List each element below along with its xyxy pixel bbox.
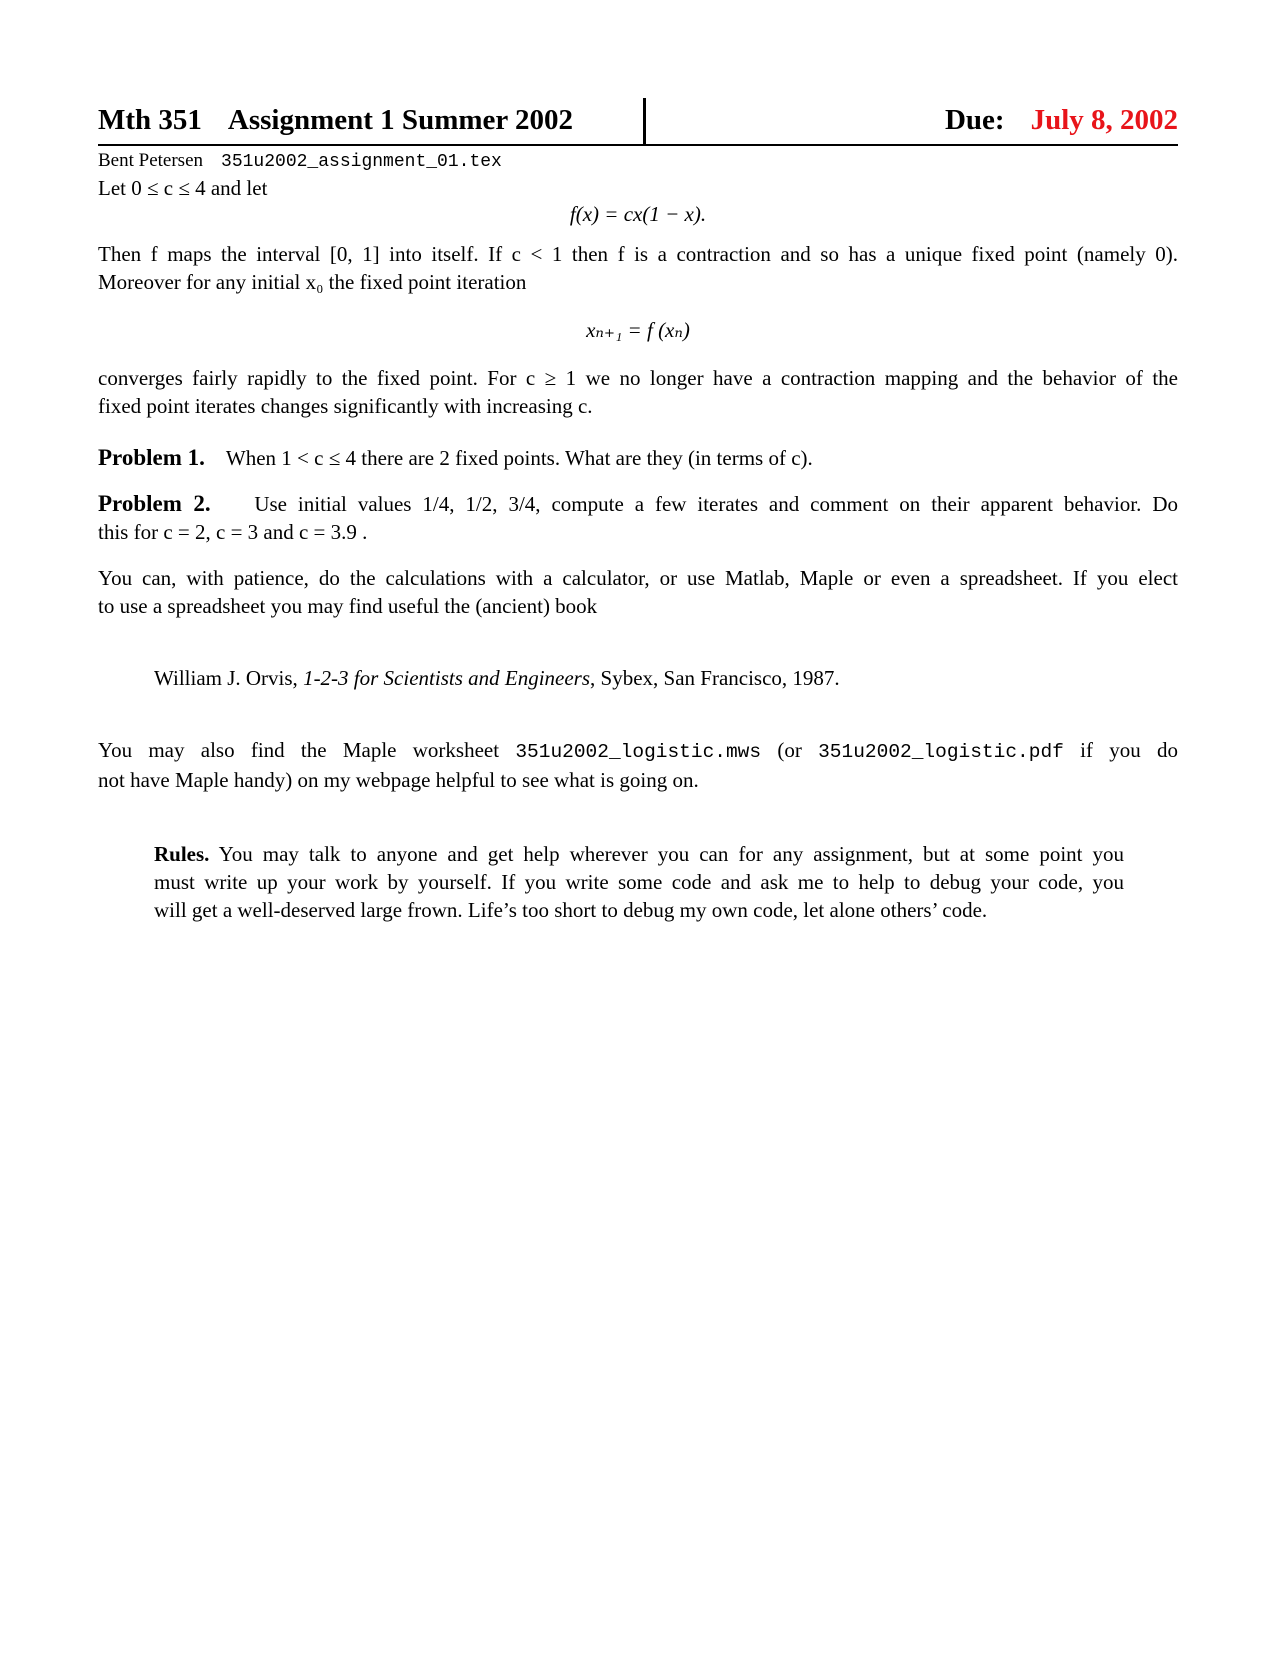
header-title — [98, 104, 573, 137]
contraction-paragraph — [98, 240, 1178, 296]
rules-line: will get a well-deserved large frown. Life’s too short to debug my own code, let alone others’ code. — [154, 898, 988, 922]
iteration-equation: xₙ₊₁ = f (xₙ) — [586, 318, 690, 342]
intro-text: Let 0 ≤ c ≤ 4 and let — [98, 176, 268, 200]
maple-worksheet-file: 351u2002_logistic.mws — [515, 741, 762, 763]
rules-text: You may talk to anyone and get help wherever you can for any assignment, but at some point you — [209, 842, 1124, 866]
paragraph-line: converges fairly rapidly to the fixed point. For c ≥ 1 we no longer have a contraction mapping and the behavior of the — [98, 366, 1178, 390]
header-divider — [643, 98, 646, 144]
rules-label: Rules. — [154, 842, 210, 866]
tools-paragraph — [98, 564, 1178, 620]
problem-2-label: Problem 2. — [98, 491, 211, 516]
paragraph-line: fixed point iterates changes significantly with increasing c. — [98, 394, 593, 418]
book-title: 1-2-3 for Scientists and Engineers — [303, 666, 591, 690]
problem-2-text: Use initial values 1/4, 1/2, 3/4, compute a few iterates and comment on their apparent behavior. Do — [254, 492, 1178, 516]
maple-text: (or — [761, 738, 819, 762]
problem-1-text: When 1 < c ≤ 4 there are 2 fixed points. What are they (in terms of c). — [225, 446, 813, 470]
paragraph-line: Then f maps the interval [0, 1] into itself. If c < 1 then f is a contraction and so has a unique fixed point (namely 0). — [98, 242, 1178, 266]
course-name: Mth 351 — [98, 104, 202, 136]
book-publisher: , Sybex, San Francisco, 1987. — [590, 666, 840, 690]
problem-1-label: Problem 1. — [98, 445, 205, 470]
problem-2-text-cont: this for c = 2, c = 3 and c = 3.9 . — [98, 520, 368, 544]
maple-paragraph — [98, 736, 1178, 794]
book-author: William J. Orvis, — [154, 666, 304, 690]
due-label: Due: — [944, 104, 1005, 136]
maple-text: You may also find the Maple worksheet — [98, 738, 516, 762]
assignment-title: Assignment 1 Summer 2002 — [227, 104, 573, 136]
maple-line-1 — [98, 736, 1178, 766]
maple-pdf-file: 351u2002_logistic.pdf — [818, 741, 1064, 763]
maple-line-2: not have Maple handy) on my webpage helpful to see what is going on. — [98, 768, 699, 792]
due-date: July 8, 2002 — [1030, 104, 1178, 136]
source-filename: 351u2002_assignment_01.tex — [221, 152, 502, 172]
problem-1 — [98, 444, 1178, 472]
paragraph-line: to use a spreadsheet you may find useful the (ancient) book — [98, 594, 598, 618]
rules-line — [154, 840, 1124, 868]
due-block — [945, 104, 1178, 137]
problem-2-line — [98, 490, 1178, 518]
paragraph-line: You can, with patience, do the calculations with a calculator, or use Matlab, Maple or even a spreadsheet. If you elect — [98, 566, 1178, 590]
map-equation: f(x) = cx(1 − x). — [569, 202, 707, 226]
author-name: Bent Petersen — [98, 150, 204, 171]
maple-text: if you do — [1063, 738, 1178, 762]
rules-block — [154, 840, 1124, 924]
document-meta — [98, 150, 502, 172]
book-reference — [154, 664, 1124, 692]
problem-2 — [98, 490, 1178, 546]
document-header — [98, 98, 1178, 146]
rules-line: must write up your work by yourself. If you write some code and ask me to help to debug your code, you — [154, 870, 1124, 894]
problem-1-line — [98, 444, 1178, 472]
convergence-paragraph — [98, 364, 1178, 420]
intro-line — [98, 174, 1178, 202]
paragraph-line: Moreover for any initial x₀ the fixed point iteration — [98, 270, 527, 294]
